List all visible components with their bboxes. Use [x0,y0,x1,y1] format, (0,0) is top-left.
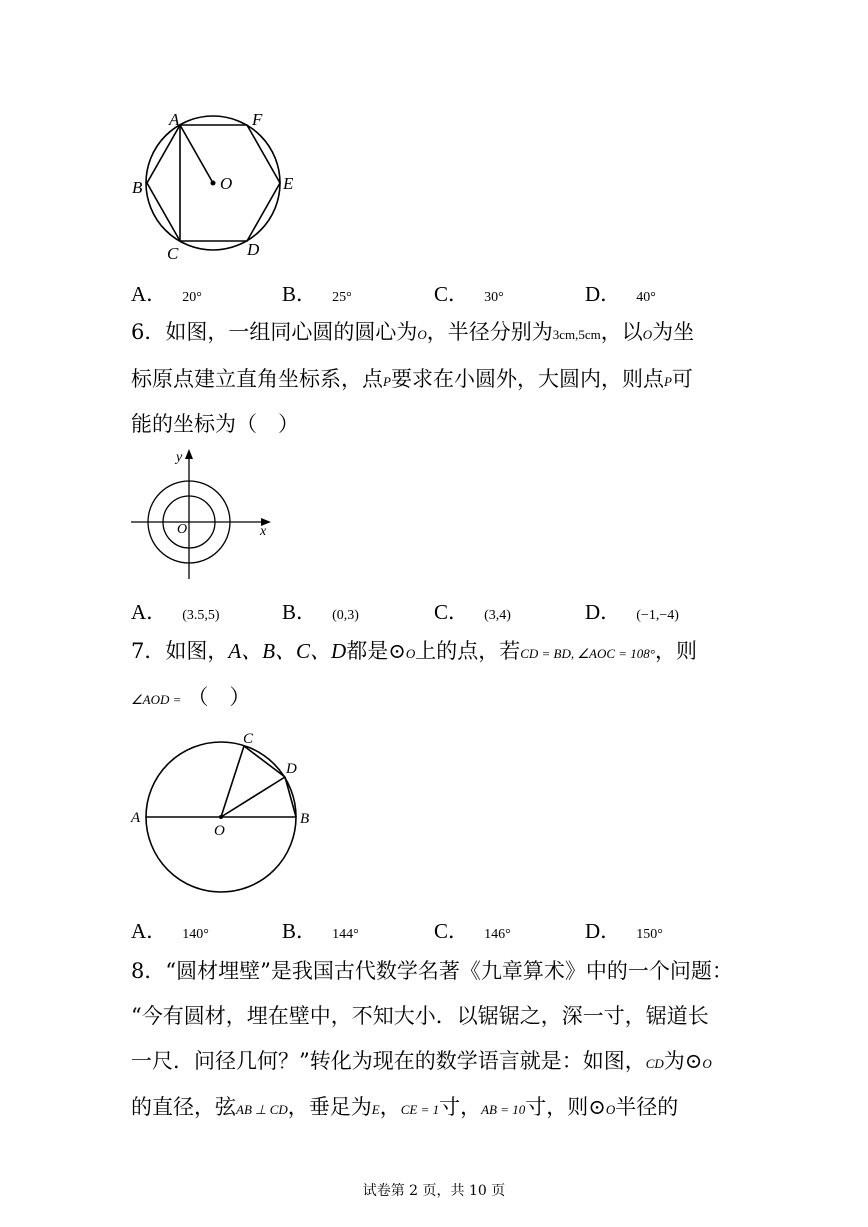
q6-text-1d: 为坐 [652,320,695,344]
q7-chord-DB [285,777,296,817]
q8-line-2 [131,1006,709,1027]
q7-option-d-value: 150° [636,927,663,942]
q6-text-1a: 6．如图，一组同心圆的圆心为 [131,320,418,344]
q7-option-b[interactable] [282,915,359,945]
q5-center-dot [211,181,216,186]
q5-option-d-letter: D． [585,282,622,306]
q6-option-a-letter: A． [131,600,168,624]
q8-var-E: E [371,1102,380,1117]
q6-radii: 3cm,5cm [552,327,601,342]
q8-var-CD: CD [645,1056,664,1071]
q5-label-C: C [167,244,179,263]
q8-perp-expr: AB ⊥ CD [236,1102,288,1117]
q7-text-1c: 上的点，若 [415,639,521,663]
q6-option-a-value: (3.5,5) [182,608,220,623]
q5-option-c-letter: C． [434,282,470,306]
q7-option-a-value: 140° [182,927,209,942]
q7-chord-CD [244,746,285,777]
q8-line-3 [131,1051,712,1074]
q6-option-c-value: (3,4) [484,608,511,623]
q8-text-4d: 寸， [439,1095,482,1119]
q5-label-O: O [220,174,233,193]
q5-label-E: E [283,174,294,193]
q7-radius-OC [221,746,244,817]
q5-label-D: D [247,240,260,259]
q6-text-1b: ，半径分别为 [426,320,553,344]
q6-y-arrow [185,449,193,459]
q6-label-x: x [260,524,267,539]
q8-text-4e: 寸，则⊙ [525,1095,606,1119]
q6-var-O2: O [642,327,653,342]
q6-text-3: 能的坐标为（ ） [131,412,299,436]
q5-label-F: F [252,110,263,129]
q7-angle-expr: ∠AOD = [131,692,182,707]
q5-option-b-value: 25° [332,290,352,305]
q7-radius-OD [221,777,285,817]
q8-line-1 [131,961,733,982]
q8-text-2: “今有圆材，埋在壁中，不知大小．以锯锯之，深一寸，锯道长 [131,1004,709,1028]
q6-text-2c: 可 [671,367,693,391]
q8-text-1: 8．“圆材埋壁”是我国古代数学名著《九章算术》中的一个问题： [131,959,733,983]
q6-option-b-value: (0,3) [332,608,359,623]
q7-condition: CD = BD, ∠AOC = 108° [520,646,655,661]
q6-option-d[interactable] [585,596,679,626]
q7-option-d-letter: D． [585,919,622,943]
q5-option-d[interactable] [585,278,656,308]
q5-option-a[interactable] [131,278,202,308]
q6-var-O: O [417,327,427,342]
q7-option-a-letter: A． [131,919,168,943]
q7-line-2 [131,687,250,710]
q7-option-d[interactable] [585,915,663,945]
q7-center-dot [219,815,223,819]
q7-circle-figure [125,722,325,897]
q5-option-c-value: 30° [484,290,504,305]
q5-option-d-value: 40° [636,290,656,305]
q7-option-c[interactable] [434,915,511,945]
q5-option-a-letter: A． [131,282,168,306]
q7-text-1a: 7．如图， [131,639,229,663]
page-footer: 试卷第 2 页，共 10 页 [362,1183,506,1199]
q8-text-4c: ， [379,1095,401,1119]
q5-label-B: B [132,178,143,197]
q7-text-2b: （ ） [187,685,251,709]
q8-var-O2: O [605,1102,616,1117]
q6-line-2 [131,369,693,392]
q6-option-b-letter: B． [282,600,318,624]
q6-option-d-value: (−1,−4) [636,608,679,623]
q6-option-c[interactable] [434,596,511,626]
q7-label-D: D [286,761,297,777]
q7-label-O: O [214,823,225,839]
q7-option-b-value: 144° [332,927,359,942]
q6-line-1 [131,322,694,345]
q7-label-B: B [300,811,310,827]
q5-option-a-value: 20° [182,290,202,305]
q7-option-c-letter: C． [434,919,470,943]
q7-option-a[interactable] [131,915,209,945]
q5-option-b-letter: B． [282,282,318,306]
q6-text-2a: 标原点建立直角坐标系，点 [131,367,383,391]
q7-var-O: O [405,646,416,661]
q8-line-4 [131,1097,678,1120]
q7-label-A: A [131,810,141,826]
q7-points: A、B、C、D [228,639,347,663]
q8-text-3b: 为⊙ [663,1049,703,1073]
q8-text-4b: ，垂足为 [287,1095,372,1119]
q6-text-1c: ，以 [600,320,643,344]
q5-label-A: A [169,110,180,129]
q6-concentric-figure [125,445,285,585]
q6-var-P2: P [663,374,672,389]
q8-AB-expr: AB = 10 [481,1102,526,1117]
q6-label-y: y [176,450,183,465]
q5-segment-AO [180,125,213,183]
q6-line-3 [131,414,299,435]
q7-label-C: C [243,731,254,747]
q6-option-a[interactable] [131,596,220,626]
q8-CE-expr: CE = 1 [400,1102,440,1117]
q6-option-d-letter: D． [585,600,622,624]
q7-text-1b: 都是⊙ [346,639,406,663]
q8-text-4f: 半径的 [615,1095,679,1119]
q5-option-c[interactable] [434,278,504,308]
q8-text-4a: 的直径，弦 [131,1095,236,1119]
q5-option-b[interactable] [282,278,352,308]
q8-text-3a: 一尺．问径几何？”转化为现在的数学语言就是：如图， [131,1049,646,1073]
q7-line-1 [131,641,697,664]
q7-text-1d: ，则 [655,639,697,663]
q6-option-c-letter: C． [434,600,470,624]
q5-hexagon-figure [125,105,310,265]
q6-label-O: O [177,522,188,537]
q8-var-O: O [702,1056,712,1071]
q7-option-c-value: 146° [484,927,511,942]
q7-option-b-letter: B． [282,919,318,943]
q6-text-2b: 要求在小圆外，大圆内，则点 [390,367,664,391]
q6-option-b[interactable] [282,596,359,626]
q6-var-P: P [383,374,391,389]
